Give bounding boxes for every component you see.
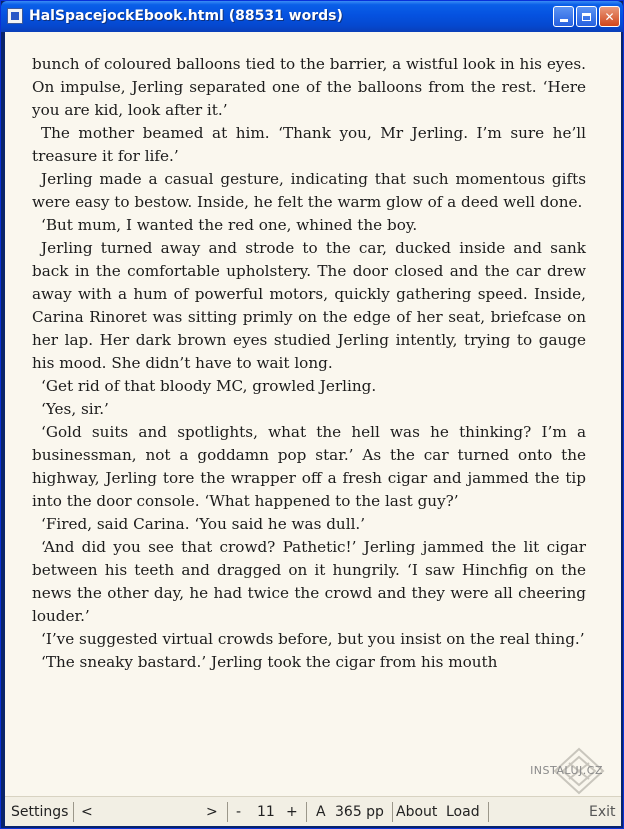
status-bar bbox=[5, 796, 621, 826]
paragraph: Jerling made a casual gesture, indicating that such momentous gifts were easy to bestow. Inside, he felt the warm glow of a deed well done. bbox=[32, 170, 586, 211]
book-text bbox=[32, 53, 586, 674]
close-button[interactable] bbox=[599, 6, 620, 27]
next-page-button[interactable]: > bbox=[206, 804, 218, 820]
paragraph: ‘And did you see that crowd? Pathetic!’ Jerling jammed the lit cigar between his teeth and dragged on it hungrily. ‘I saw Hinchfig on the news the other day, he had twice the crowd and they were all cheering louder.’ bbox=[32, 538, 586, 625]
divider bbox=[488, 802, 489, 822]
font-increase-button[interactable]: + bbox=[286, 804, 298, 820]
prev-page-button[interactable]: < bbox=[81, 804, 93, 820]
divider bbox=[306, 802, 307, 822]
paragraph: bunch of coloured balloons tied to the barrier, a wistful look in his eyes. On impulse, Jerling separated one of the balloons from the rest. ‘Here you are kid, look after it.’ bbox=[32, 55, 586, 119]
close-icon: ✕ bbox=[604, 9, 615, 24]
paragraph: ‘I’ve suggested virtual crowds before, but you insist on the real thing.’ bbox=[41, 630, 585, 648]
minimize-icon bbox=[560, 19, 568, 22]
maximize-button[interactable] bbox=[576, 6, 597, 27]
paragraph: Jerling turned away and strode to the car, ducked inside and sank back in the comfortable upholstery. The door closed and the car drew away with a hum of powerful motors, quickly gathering speed. Inside, Carina Rinoret was sitting primly on the edge of her seat, briefcase on her lap. Her dark brown eyes studied Jerling intently, trying to gauge his mood. She didn’t have to wait long. bbox=[32, 239, 586, 372]
font-decrease-button[interactable]: - bbox=[236, 804, 242, 820]
page-count: 365 pp bbox=[335, 804, 384, 820]
window-title: HalSpacejockEbook.html (88531 words) bbox=[29, 8, 343, 24]
app-icon[interactable] bbox=[7, 8, 23, 24]
paragraph: ‘Yes, sir.’ bbox=[41, 400, 109, 418]
exit-button[interactable]: Exit bbox=[589, 804, 616, 820]
divider bbox=[73, 802, 74, 822]
watermark-text: INSTALUJ.CZ bbox=[530, 764, 603, 777]
font-size-value: 11 bbox=[257, 804, 275, 820]
reading-page[interactable] bbox=[5, 32, 621, 796]
maximize-icon bbox=[582, 13, 591, 21]
paragraph: ‘Fired, said Carina. ‘You said he was dull.’ bbox=[41, 515, 366, 533]
settings-button[interactable]: Settings bbox=[11, 804, 69, 820]
load-button[interactable]: Load bbox=[446, 804, 480, 820]
paragraph: ‘But mum, I wanted the red one, whined the boy. bbox=[41, 216, 418, 234]
about-button[interactable]: About bbox=[396, 804, 438, 820]
font-button[interactable]: A bbox=[316, 804, 326, 820]
paragraph: ‘Get rid of that bloody MC, growled Jerling. bbox=[41, 377, 377, 395]
divider bbox=[227, 802, 228, 822]
title-bar[interactable] bbox=[1, 1, 623, 32]
divider bbox=[392, 802, 393, 822]
paragraph: ‘Gold suits and spotlights, what the hell was he thinking? I’m a businessman, not a goddamn pop star.’ As the car turned onto the highway, Jerling tore the wrapper off a fresh cigar and jammed the tip into the door console. ‘What happened to the last guy?’ bbox=[32, 423, 586, 510]
minimize-button[interactable] bbox=[553, 6, 574, 27]
paragraph: ‘The sneaky bastard.’ Jerling took the cigar from his mouth bbox=[41, 653, 498, 671]
paragraph: The mother beamed at him. ‘Thank you, Mr Jerling. I’m sure he’ll treasure it for life.’ bbox=[32, 124, 586, 165]
